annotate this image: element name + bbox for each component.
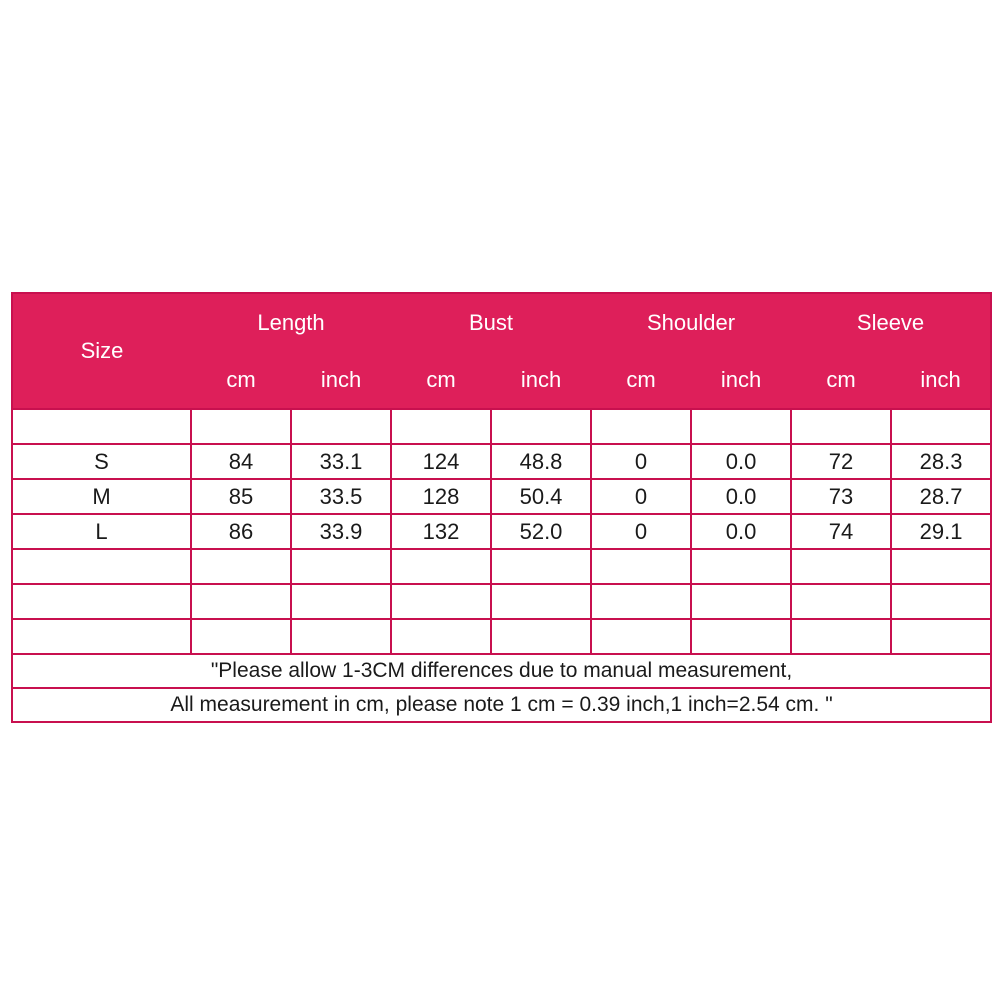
table-row xyxy=(12,619,991,654)
measurement-cell xyxy=(591,619,691,654)
measurement-cell xyxy=(191,584,291,619)
header-row-groups xyxy=(12,293,991,352)
measurement-cell: 86 xyxy=(191,514,291,549)
measurement-cell: 73 xyxy=(791,479,891,514)
unit-header: inch xyxy=(491,352,591,409)
table-row xyxy=(12,514,991,549)
measurement-cell xyxy=(391,409,491,444)
size-cell xyxy=(12,409,191,444)
group-header-bust: Bust xyxy=(391,293,591,352)
note-line-2: All measurement in cm, please note 1 cm = 0.39 inch,1 inch=2.54 cm. " xyxy=(12,688,991,722)
measurement-cell xyxy=(891,549,991,584)
measurement-cell xyxy=(391,549,491,584)
table-row xyxy=(12,409,991,444)
measurement-cell xyxy=(291,409,391,444)
measurement-cell: 0.0 xyxy=(691,444,791,479)
measurement-cell: 74 xyxy=(791,514,891,549)
measurement-cell: 33.5 xyxy=(291,479,391,514)
unit-header: cm xyxy=(791,352,891,409)
measurement-cell xyxy=(291,619,391,654)
measurement-cell xyxy=(191,619,291,654)
measurement-cell: 33.9 xyxy=(291,514,391,549)
measurement-cell xyxy=(391,584,491,619)
measurement-cell xyxy=(191,549,291,584)
measurement-cell xyxy=(591,549,691,584)
measurement-cell: 72 xyxy=(791,444,891,479)
measurement-cell: 85 xyxy=(191,479,291,514)
measurement-cell: 28.7 xyxy=(891,479,991,514)
measurement-cell: 0 xyxy=(591,514,691,549)
measurement-cell xyxy=(491,409,591,444)
measurement-cell: 0.0 xyxy=(691,514,791,549)
note-row xyxy=(12,654,991,688)
table-row xyxy=(12,584,991,619)
measurement-cell xyxy=(591,409,691,444)
measurement-cell: 50.4 xyxy=(491,479,591,514)
unit-header: inch xyxy=(291,352,391,409)
measurement-cell xyxy=(891,584,991,619)
table-row xyxy=(12,444,991,479)
measurement-cell: 52.0 xyxy=(491,514,591,549)
unit-header: cm xyxy=(191,352,291,409)
size-header: Size xyxy=(12,293,191,409)
measurement-cell xyxy=(791,409,891,444)
measurement-cell: 128 xyxy=(391,479,491,514)
unit-header: inch xyxy=(891,352,991,409)
size-cell: L xyxy=(12,514,191,549)
size-chart-table xyxy=(11,292,992,723)
measurement-cell xyxy=(291,584,391,619)
measurement-cell xyxy=(491,549,591,584)
measurement-cell xyxy=(491,619,591,654)
unit-header: cm xyxy=(591,352,691,409)
measurement-cell xyxy=(391,619,491,654)
note-line-1: "Please allow 1-3CM differences due to manual measurement, xyxy=(12,654,991,688)
measurement-cell: 29.1 xyxy=(891,514,991,549)
measurement-cell xyxy=(891,409,991,444)
group-header-length: Length xyxy=(191,293,391,352)
measurement-cell: 33.1 xyxy=(291,444,391,479)
size-cell: S xyxy=(12,444,191,479)
measurement-cell xyxy=(791,619,891,654)
measurement-cell: 84 xyxy=(191,444,291,479)
measurement-cell: 0 xyxy=(591,444,691,479)
group-header-sleeve: Sleeve xyxy=(791,293,991,352)
measurement-cell: 132 xyxy=(391,514,491,549)
table-row xyxy=(12,549,991,584)
size-cell xyxy=(12,619,191,654)
measurement-cell: 48.8 xyxy=(491,444,591,479)
table-row xyxy=(12,479,991,514)
size-cell xyxy=(12,549,191,584)
note-row xyxy=(12,688,991,722)
measurement-cell xyxy=(491,584,591,619)
measurement-cell xyxy=(691,409,791,444)
unit-header: cm xyxy=(391,352,491,409)
measurement-cell xyxy=(791,584,891,619)
size-cell: M xyxy=(12,479,191,514)
measurement-cell: 124 xyxy=(391,444,491,479)
measurement-cell xyxy=(691,619,791,654)
measurement-cell: 0.0 xyxy=(691,479,791,514)
measurement-cell xyxy=(791,549,891,584)
size-cell xyxy=(12,584,191,619)
measurement-cell: 0 xyxy=(591,479,691,514)
measurement-cell xyxy=(191,409,291,444)
measurement-cell xyxy=(691,584,791,619)
measurement-cell xyxy=(891,619,991,654)
measurement-cell xyxy=(591,584,691,619)
measurement-cell xyxy=(291,549,391,584)
measurement-cell: 28.3 xyxy=(891,444,991,479)
measurement-cell xyxy=(691,549,791,584)
unit-header: inch xyxy=(691,352,791,409)
group-header-shoulder: Shoulder xyxy=(591,293,791,352)
